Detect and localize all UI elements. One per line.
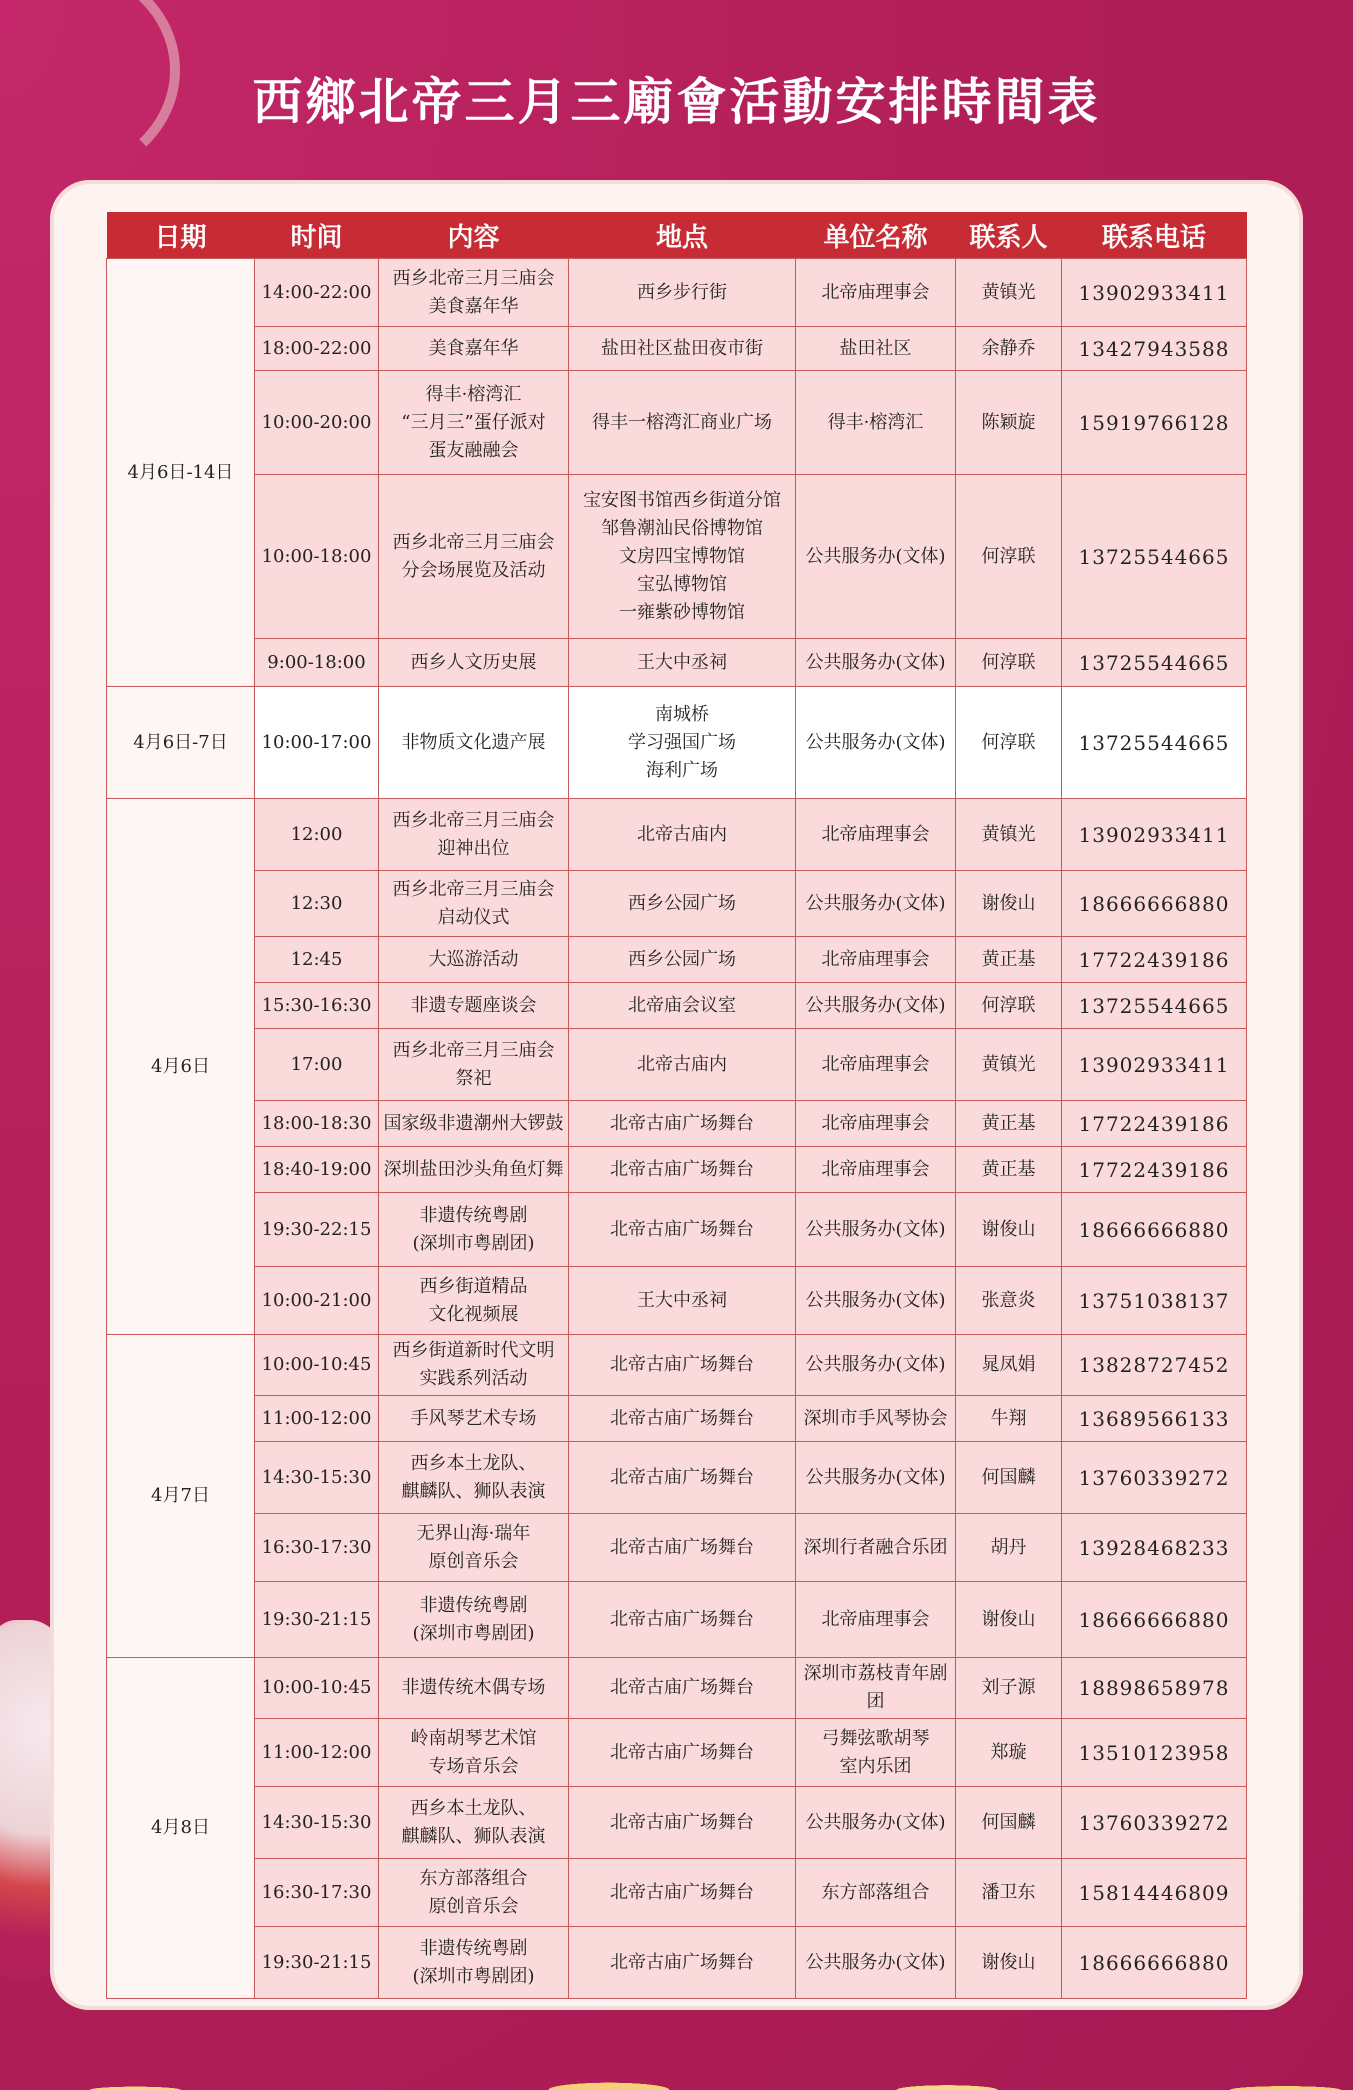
- person-cell: 谢俊山: [956, 1582, 1062, 1658]
- person-cell: 何淳联: [956, 983, 1062, 1029]
- person-cell: 余静乔: [956, 327, 1062, 371]
- content-cell: 西乡本土龙队、 麒麟队、狮队表演: [379, 1787, 569, 1859]
- table-row: [107, 371, 1247, 475]
- table-row: [107, 799, 1247, 871]
- place-cell: 王大中丞祠: [569, 639, 796, 687]
- place-cell: 北帝古庙广场舞台: [569, 1101, 796, 1147]
- table-row: [107, 983, 1247, 1029]
- person-cell: 黄正基: [956, 937, 1062, 983]
- phone-cell: 13828727452: [1062, 1335, 1247, 1396]
- content-cell: 国家级非遗潮州大锣鼓: [379, 1101, 569, 1147]
- person-cell: 何淳联: [956, 639, 1062, 687]
- person-cell: 谢俊山: [956, 871, 1062, 937]
- content-cell: 西乡本土龙队、 麒麟队、狮队表演: [379, 1442, 569, 1514]
- person-cell: 潘卫东: [956, 1859, 1062, 1927]
- phone-cell: 15814446809: [1062, 1859, 1247, 1927]
- content-cell: 深圳盐田沙头角鱼灯舞: [379, 1147, 569, 1193]
- person-cell: 何淳联: [956, 687, 1062, 799]
- org-cell: 深圳行者融合乐团: [796, 1514, 956, 1582]
- place-cell: 北帝古庙广场舞台: [569, 1335, 796, 1396]
- org-cell: 北帝庙理事会: [796, 259, 956, 327]
- org-cell: 公共服务办(文体): [796, 1267, 956, 1335]
- org-cell: 深圳市荔枝青年剧团: [796, 1658, 956, 1719]
- person-cell: 胡丹: [956, 1514, 1062, 1582]
- org-cell: 公共服务办(文体): [796, 687, 956, 799]
- person-cell: 牛翔: [956, 1396, 1062, 1442]
- org-cell: 北帝庙理事会: [796, 1582, 956, 1658]
- place-cell: 北帝古庙广场舞台: [569, 1582, 796, 1658]
- header-date: 日期: [107, 212, 255, 259]
- phone-cell: 15919766128: [1062, 371, 1247, 475]
- table-row: [107, 259, 1247, 327]
- date-cell: 4月6日-14日: [107, 259, 255, 687]
- org-cell: 公共服务办(文体): [796, 871, 956, 937]
- content-cell: 非遗传统粤剧 (深圳市粤剧团): [379, 1193, 569, 1267]
- org-cell: 公共服务办(文体): [796, 1193, 956, 1267]
- table-row: [107, 1029, 1247, 1101]
- time-cell: 19:30-21:15: [255, 1927, 379, 1999]
- header-time: 时间: [255, 212, 379, 259]
- person-cell: 何淳联: [956, 475, 1062, 639]
- org-cell: 北帝庙理事会: [796, 799, 956, 871]
- phone-cell: 13928468233: [1062, 1514, 1247, 1582]
- time-cell: 10:00-21:00: [255, 1267, 379, 1335]
- content-cell: 西乡人文历史展: [379, 639, 569, 687]
- time-cell: 16:30-17:30: [255, 1859, 379, 1927]
- place-cell: 北帝古庙广场舞台: [569, 1859, 796, 1927]
- content-cell: 非遗专题座谈会: [379, 983, 569, 1029]
- place-cell: 北帝古庙广场舞台: [569, 1719, 796, 1787]
- person-cell: 黄镇光: [956, 1029, 1062, 1101]
- time-cell: 10:00-18:00: [255, 475, 379, 639]
- place-cell: 北帝古庙广场舞台: [569, 1927, 796, 1999]
- table-row: [107, 871, 1247, 937]
- org-cell: 北帝庙理事会: [796, 1101, 956, 1147]
- place-cell: 北帝古庙广场舞台: [569, 1442, 796, 1514]
- place-cell: 西乡公园广场: [569, 871, 796, 937]
- person-cell: 张意炎: [956, 1267, 1062, 1335]
- place-cell: 北帝古庙广场舞台: [569, 1658, 796, 1719]
- schedule-table-wrap: [106, 212, 1246, 1999]
- time-cell: 14:00-22:00: [255, 259, 379, 327]
- place-cell: 北帝古庙内: [569, 799, 796, 871]
- person-cell: 何国麟: [956, 1787, 1062, 1859]
- time-cell: 12:30: [255, 871, 379, 937]
- content-cell: 手风琴艺术专场: [379, 1396, 569, 1442]
- org-cell: 东方部落组合: [796, 1859, 956, 1927]
- table-row: [107, 687, 1247, 799]
- table-row: [107, 1719, 1247, 1787]
- header-person: 联系人: [956, 212, 1062, 259]
- time-cell: 14:30-15:30: [255, 1787, 379, 1859]
- phone-cell: 13427943588: [1062, 327, 1247, 371]
- time-cell: 11:00-12:00: [255, 1396, 379, 1442]
- phone-cell: 17722439186: [1062, 1101, 1247, 1147]
- time-cell: 19:30-21:15: [255, 1582, 379, 1658]
- time-cell: 17:00: [255, 1029, 379, 1101]
- place-cell: 西乡步行街: [569, 259, 796, 327]
- table-row: [107, 1335, 1247, 1396]
- phone-cell: 18666666880: [1062, 1582, 1247, 1658]
- org-cell: 盐田社区: [796, 327, 956, 371]
- time-cell: 15:30-16:30: [255, 983, 379, 1029]
- org-cell: 公共服务办(文体): [796, 639, 956, 687]
- person-cell: 黄正基: [956, 1147, 1062, 1193]
- schedule-table: [106, 212, 1247, 1999]
- person-cell: 刘子源: [956, 1658, 1062, 1719]
- coin-pile-decoration: [0, 2000, 1353, 2090]
- table-header-row: [107, 212, 1247, 259]
- place-cell: 北帝古庙内: [569, 1029, 796, 1101]
- content-cell: 非遗传统木偶专场: [379, 1658, 569, 1719]
- time-cell: 14:30-15:30: [255, 1442, 379, 1514]
- org-cell: 公共服务办(文体): [796, 983, 956, 1029]
- date-cell: 4月8日: [107, 1658, 255, 1999]
- table-row: [107, 1267, 1247, 1335]
- table-row: [107, 1927, 1247, 1999]
- header-phone: 联系电话: [1062, 212, 1247, 259]
- phone-cell: 18666666880: [1062, 1193, 1247, 1267]
- table-row: [107, 1101, 1247, 1147]
- content-cell: 西乡北帝三月三庙会 祭祀: [379, 1029, 569, 1101]
- table-row: [107, 1859, 1247, 1927]
- table-row: [107, 1396, 1247, 1442]
- org-cell: 北帝庙理事会: [796, 1147, 956, 1193]
- content-cell: 东方部落组合 原创音乐会: [379, 1859, 569, 1927]
- phone-cell: 17722439186: [1062, 937, 1247, 983]
- time-cell: 18:40-19:00: [255, 1147, 379, 1193]
- place-cell: 北帝古庙广场舞台: [569, 1147, 796, 1193]
- table-row: [107, 327, 1247, 371]
- place-cell: 北帝古庙广场舞台: [569, 1514, 796, 1582]
- person-cell: 黄镇光: [956, 259, 1062, 327]
- header-place: 地点: [569, 212, 796, 259]
- table-row: [107, 1442, 1247, 1514]
- table-row: [107, 639, 1247, 687]
- person-cell: 何国麟: [956, 1442, 1062, 1514]
- phone-cell: 13902933411: [1062, 259, 1247, 327]
- phone-cell: 13725544665: [1062, 687, 1247, 799]
- org-cell: 公共服务办(文体): [796, 1787, 956, 1859]
- phone-cell: 13725544665: [1062, 639, 1247, 687]
- org-cell: 深圳市手风琴协会: [796, 1396, 956, 1442]
- place-cell: 北帝古庙广场舞台: [569, 1193, 796, 1267]
- content-cell: 西乡北帝三月三庙会 美食嘉年华: [379, 259, 569, 327]
- phone-cell: 13725544665: [1062, 983, 1247, 1029]
- place-cell: 北帝庙会议室: [569, 983, 796, 1029]
- time-cell: 12:00: [255, 799, 379, 871]
- table-row: [107, 475, 1247, 639]
- content-cell: 美食嘉年华: [379, 327, 569, 371]
- content-cell: 无界山海·瑞年 原创音乐会: [379, 1514, 569, 1582]
- time-cell: 10:00-20:00: [255, 371, 379, 475]
- person-cell: 陈颖旋: [956, 371, 1062, 475]
- org-cell: 公共服务办(文体): [796, 475, 956, 639]
- place-cell: 南城桥 学习强国广场 海利广场: [569, 687, 796, 799]
- phone-cell: 13902933411: [1062, 799, 1247, 871]
- place-cell: 王大中丞祠: [569, 1267, 796, 1335]
- time-cell: 18:00-18:30: [255, 1101, 379, 1147]
- phone-cell: 18898658978: [1062, 1658, 1247, 1719]
- header-content: 内容: [379, 212, 569, 259]
- place-cell: 得丰一榕湾汇商业广场: [569, 371, 796, 475]
- content-cell: 西乡北帝三月三庙会 启动仪式: [379, 871, 569, 937]
- date-cell: 4月7日: [107, 1335, 255, 1658]
- org-cell: 得丰·榕湾汇: [796, 371, 956, 475]
- table-row: [107, 1658, 1247, 1719]
- place-cell: 西乡公园广场: [569, 937, 796, 983]
- table-row: [107, 1582, 1247, 1658]
- phone-cell: 17722439186: [1062, 1147, 1247, 1193]
- person-cell: 郑璇: [956, 1719, 1062, 1787]
- time-cell: 16:30-17:30: [255, 1514, 379, 1582]
- page-title: 西鄉北帝三月三廟會活動安排時間表: [252, 72, 1101, 131]
- content-cell: 岭南胡琴艺术馆 专场音乐会: [379, 1719, 569, 1787]
- place-cell: 宝安图书馆西乡街道分馆 邹鲁潮汕民俗博物馆 文房四宝博物馆 宝弘博物馆 一雍紫砂博物馆: [569, 475, 796, 639]
- person-cell: 谢俊山: [956, 1193, 1062, 1267]
- table-row: [107, 1193, 1247, 1267]
- content-cell: 非遗传统粤剧 (深圳市粤剧团): [379, 1582, 569, 1658]
- org-cell: 北帝庙理事会: [796, 1029, 956, 1101]
- content-cell: 西乡街道新时代文明 实践系列活动: [379, 1335, 569, 1396]
- phone-cell: 13689566133: [1062, 1396, 1247, 1442]
- date-cell: 4月6日-7日: [107, 687, 255, 799]
- content-cell: 非物质文化遗产展: [379, 687, 569, 799]
- content-cell: 西乡街道精品 文化视频展: [379, 1267, 569, 1335]
- content-cell: 得丰·榕湾汇 “三月三”蛋仔派对 蛋友融融会: [379, 371, 569, 475]
- person-cell: 谢俊山: [956, 1927, 1062, 1999]
- place-cell: 北帝古庙广场舞台: [569, 1396, 796, 1442]
- header-org: 单位名称: [796, 212, 956, 259]
- time-cell: 11:00-12:00: [255, 1719, 379, 1787]
- org-cell: 公共服务办(文体): [796, 1335, 956, 1396]
- phone-cell: 13725544665: [1062, 475, 1247, 639]
- time-cell: 10:00-10:45: [255, 1658, 379, 1719]
- content-cell: 大巡游活动: [379, 937, 569, 983]
- table-row: [107, 1147, 1247, 1193]
- place-cell: 北帝古庙广场舞台: [569, 1787, 796, 1859]
- time-cell: 12:45: [255, 937, 379, 983]
- time-cell: 10:00-10:45: [255, 1335, 379, 1396]
- org-cell: 公共服务办(文体): [796, 1927, 956, 1999]
- time-cell: 19:30-22:15: [255, 1193, 379, 1267]
- org-cell: 北帝庙理事会: [796, 937, 956, 983]
- phone-cell: 13751038137: [1062, 1267, 1247, 1335]
- person-cell: 晁凤娟: [956, 1335, 1062, 1396]
- table-row: [107, 1787, 1247, 1859]
- place-cell: 盐田社区盐田夜市街: [569, 327, 796, 371]
- table-row: [107, 1514, 1247, 1582]
- person-cell: 黄正基: [956, 1101, 1062, 1147]
- phone-cell: 13760339272: [1062, 1787, 1247, 1859]
- time-cell: 9:00-18:00: [255, 639, 379, 687]
- phone-cell: 18666666880: [1062, 871, 1247, 937]
- phone-cell: 13510123958: [1062, 1719, 1247, 1787]
- table-row: [107, 937, 1247, 983]
- content-cell: 非遗传统粤剧 (深圳市粤剧团): [379, 1927, 569, 1999]
- org-cell: 公共服务办(文体): [796, 1442, 956, 1514]
- phone-cell: 13902933411: [1062, 1029, 1247, 1101]
- phone-cell: 13760339272: [1062, 1442, 1247, 1514]
- content-cell: 西乡北帝三月三庙会 分会场展览及活动: [379, 475, 569, 639]
- time-cell: 18:00-22:00: [255, 327, 379, 371]
- schedule-body: [107, 259, 1247, 1999]
- phone-cell: 18666666880: [1062, 1927, 1247, 1999]
- org-cell: 弓舞弦歌胡琴 室内乐团: [796, 1719, 956, 1787]
- person-cell: 黄镇光: [956, 799, 1062, 871]
- date-cell: 4月6日: [107, 799, 255, 1335]
- content-cell: 西乡北帝三月三庙会 迎神出位: [379, 799, 569, 871]
- time-cell: 10:00-17:00: [255, 687, 379, 799]
